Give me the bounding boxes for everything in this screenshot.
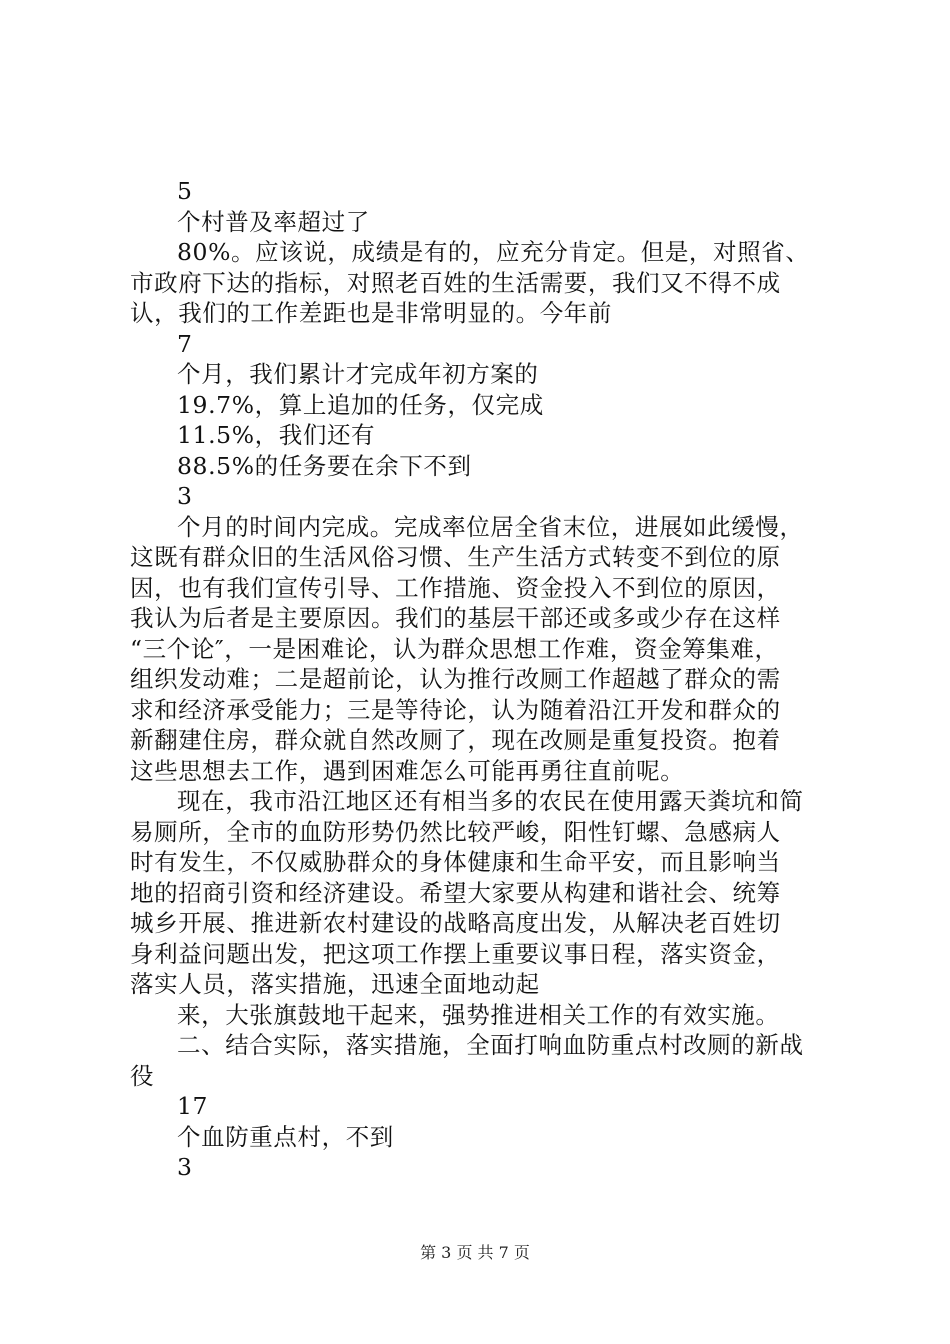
text-line: 11.5%，我们还有 [177,421,376,449]
text-line: 这些思想去工作，遇到困难怎么可能再勇往直前呢。 [130,756,685,785]
page-footer: 第 3 页 共 7 页 [420,1243,530,1262]
text-line: 身利益问题出发，把这项工作摆上重要议事日程，落实资金， [130,939,781,968]
text-line: 来，大张旗鼓地干起来，强势推进相关工作的有效实施。 [177,1000,780,1029]
text-line: 我认为后者是主要原因。我们的基层干部还或多或少存在这样 [130,604,781,632]
text-line: 个月的时间内完成。完成率位居全省末位，进展如此缓慢， [177,512,804,541]
text-line: “三个论″，一是困难论，认为群众思想工作难，资金筹集难， [130,634,779,663]
text-line: 个村普及率超过了 [177,207,370,236]
text-line: 17 [177,1092,209,1120]
text-line: 个月，我们累计才完成年初方案的 [177,360,539,388]
text-line: 3 [177,482,193,510]
text-line: 因，也有我们宣传引导、工作措施、资金投入不到位的原因， [130,573,781,602]
text-line: 认，我们的工作差距也是非常明显的。今年前 [130,299,612,327]
text-line: 地的招商引资和经济建设。希望大家要从构建和谐社会、统筹 [130,878,781,907]
text-line: 城乡开展、推进新农村建设的战略高度出发，从解决老百姓切 [130,909,781,937]
text-line: 时有发生，不仅威胁群众的身体健康和生命平安，而且影响当 [130,848,781,876]
text-line: 个血防重点村，不到 [177,1122,394,1151]
text-line: 这既有群众旧的生活风俗习惯、生产生活方式转变不到位的原 [130,543,781,571]
text-line: 88.5%的任务要在余下不到 [177,451,472,480]
text-line: 80%。应该说，成绩是有的，应充分肯定。但是，对照省、 [177,238,810,266]
text-line: 新翻建住房，群众就自然改厕了，现在改厕是重复投资。抱着 [130,726,781,754]
text-line: 求和经济承受能力；三是等待论，认为随着沿江开发和群众的 [130,695,781,724]
text-line: 7 [177,329,193,358]
text-line: 落实人员，落实措施，迅速全面地动起 [130,970,540,998]
text-line: 3 [177,1153,193,1181]
text-line: 役 [130,1061,155,1090]
text-line: 5 [177,177,193,205]
text-line: 组织发动难；二是超前论，认为推行改厕工作超越了群众的需 [130,665,781,693]
text-line: 现在，我市沿江地区还有相当多的农民在使用露天粪坑和简 [177,787,804,815]
text-line: 市政府下达的指标，对照老百姓的生活需要，我们又不得不成 [130,268,781,297]
body-text [130,176,835,1183]
text-line: 19.7%，算上追加的任务，仅完成 [177,390,544,419]
text-line: 二、结合实际，落实措施，全面打响血防重点村改厕的新战 [177,1031,804,1059]
text-line: 易厕所，全市的血防形势仍然比较严峻，阳性钉螺、急感病人 [130,817,781,846]
